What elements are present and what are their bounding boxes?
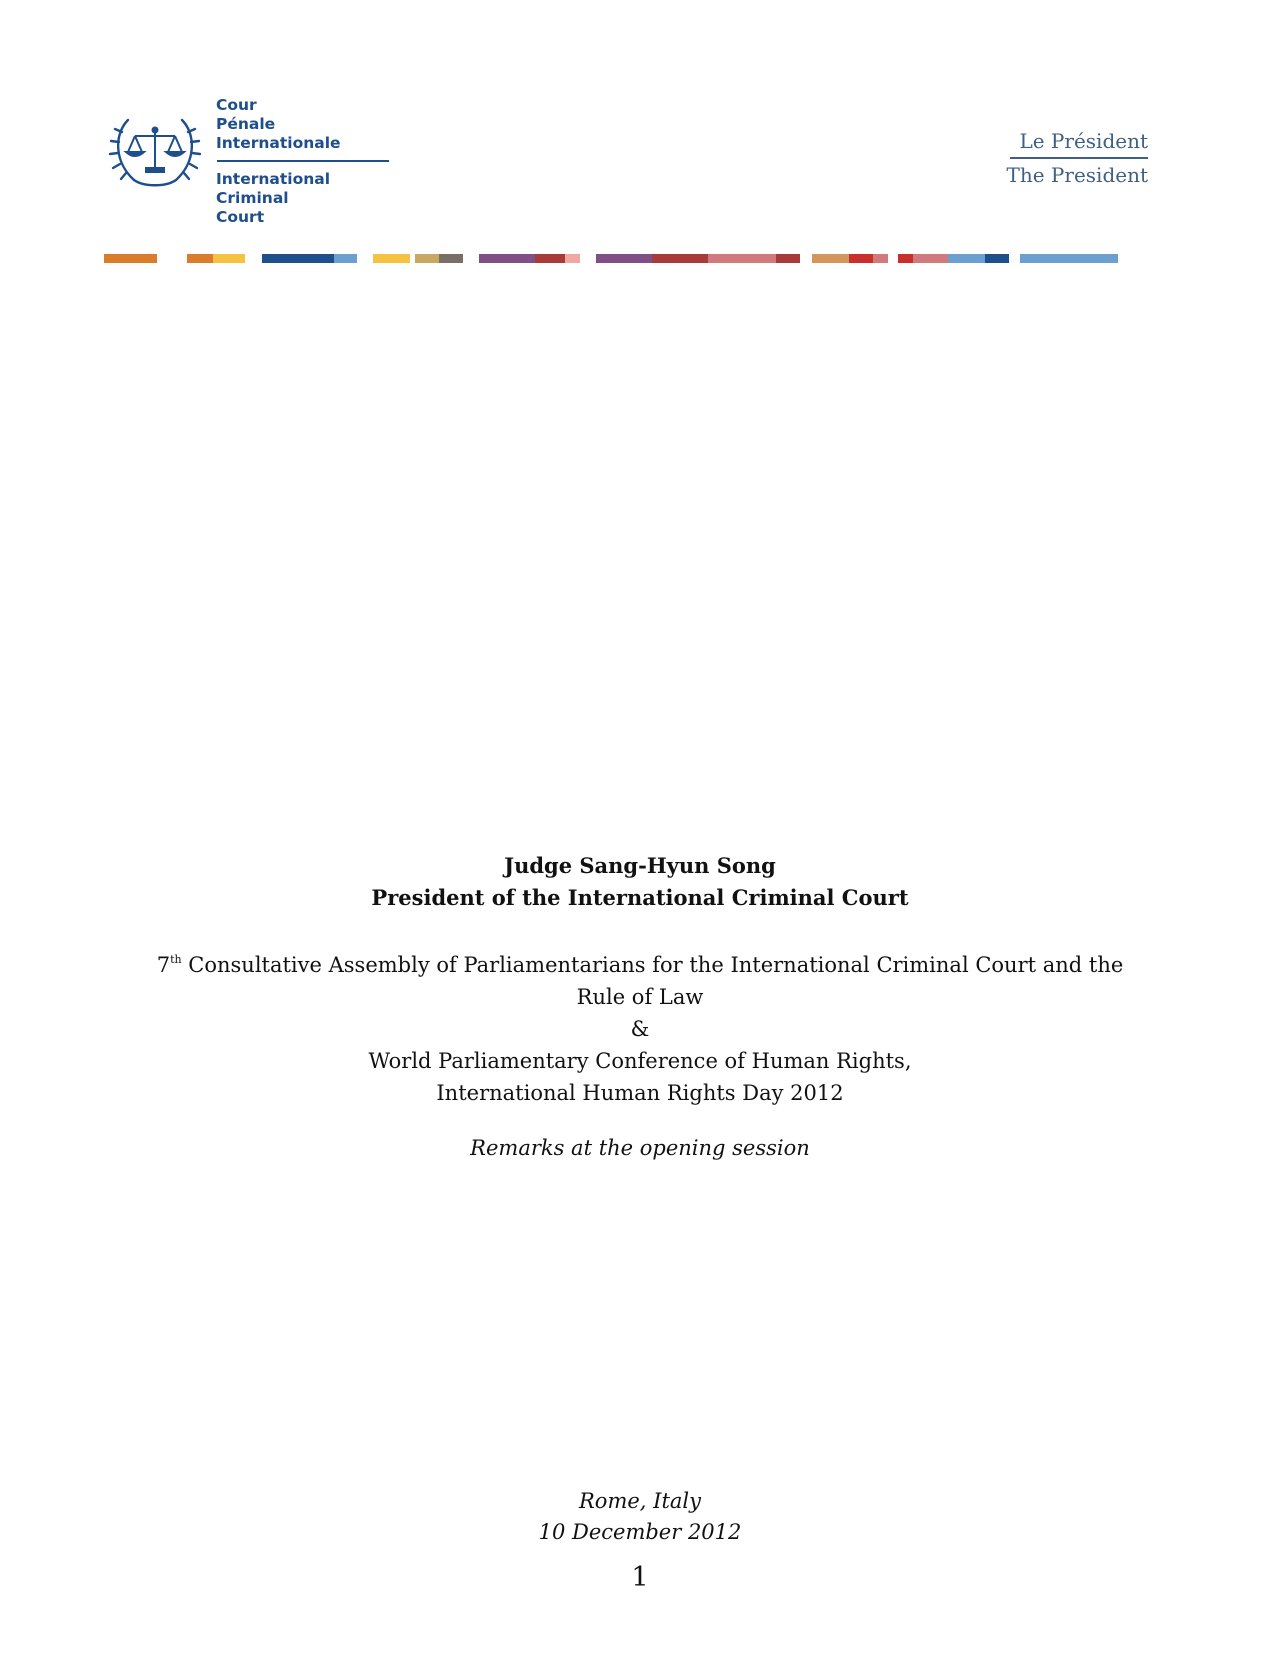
organization-en-line: Court [216, 208, 265, 226]
icc-logo [100, 92, 390, 232]
stripe-segment [1020, 254, 1118, 263]
event-block [0, 944, 1280, 1109]
organization-fr-line: Internationale [216, 134, 341, 152]
stripe-segment [104, 254, 157, 263]
decorative-color-stripe [0, 254, 1280, 263]
scales-of-justice-emblem-icon [108, 110, 202, 192]
stripe-segment [898, 254, 913, 263]
organization-fr-line: Cour [216, 96, 257, 114]
event-line-4: International Human Rights Day 2012 [436, 1081, 844, 1105]
stripe-segment [708, 254, 776, 263]
organization-name-english [216, 170, 330, 227]
speaker-block [0, 850, 1280, 914]
organization-name-french [216, 96, 341, 153]
stripe-segment [873, 254, 888, 263]
logo-divider [217, 160, 389, 162]
organization-en-line: International [216, 170, 331, 188]
page-number: 1 [631, 1562, 649, 1593]
speaker-position: President of the International Criminal Court [371, 885, 909, 910]
stripe-segment [913, 254, 948, 263]
event-ordinal-suffix: th [170, 953, 182, 966]
event-line-1-text: Consultative Assembly of Parliamentarians for the International Criminal Court and the [181, 953, 1124, 977]
event-line-3: World Parliamentary Conference of Human Rights, [368, 1049, 912, 1073]
event-line-1 [0, 944, 1280, 981]
office-title [1007, 128, 1148, 188]
stripe-segment [596, 254, 652, 263]
place-date-block [0, 1486, 1280, 1548]
speaker-name: Judge Sang-Hyun Song [504, 853, 776, 878]
stripe-segment [479, 254, 535, 263]
stripe-segment [849, 254, 873, 263]
stripe-segment [187, 254, 213, 263]
date: 10 December 2012 [538, 1520, 742, 1544]
stripe-segment [535, 254, 565, 263]
event-ordinal-number: 7 [156, 953, 171, 977]
organization-en-line: Criminal [216, 189, 289, 207]
office-title-divider [1010, 157, 1148, 159]
event-line-2: Rule of Law [576, 985, 704, 1009]
office-title-french: Le Président [1019, 129, 1148, 153]
stripe-segment [373, 254, 410, 263]
stripe-segment [565, 254, 580, 263]
stripe-segment [652, 254, 708, 263]
stripe-segment [213, 254, 245, 263]
remarks-subtitle: Remarks at the opening session [470, 1136, 810, 1160]
event-ampersand: & [630, 1017, 650, 1041]
stripe-segment [334, 254, 357, 263]
stripe-segment [415, 254, 439, 263]
stripe-segment [985, 254, 1009, 263]
place: Rome, Italy [579, 1489, 701, 1513]
stripe-segment [776, 254, 800, 263]
stripe-segment [262, 254, 334, 263]
stripe-segment [948, 254, 985, 263]
organization-fr-line: Pénale [216, 115, 276, 133]
office-title-english: The President [1006, 162, 1148, 187]
stripe-segment [812, 254, 849, 263]
stripe-segment [439, 254, 463, 263]
